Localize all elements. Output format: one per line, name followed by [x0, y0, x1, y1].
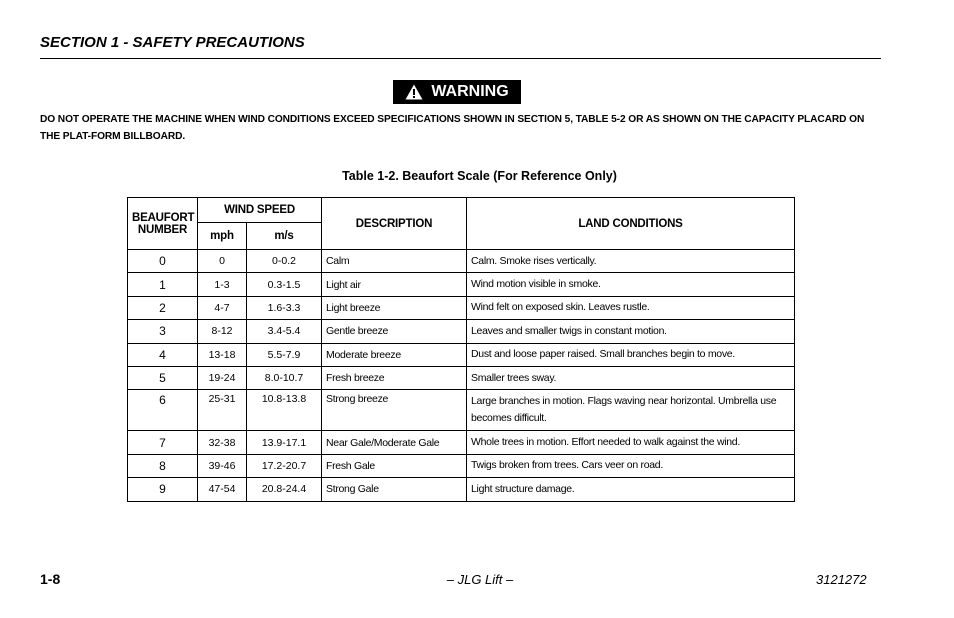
cell-description: Moderate breeze [322, 343, 467, 366]
cell-description: Fresh Gale [322, 454, 467, 477]
cell-ms: 1.6-3.3 [247, 296, 322, 319]
table-row [128, 454, 795, 477]
header-wind-speed: WIND SPEED [198, 198, 322, 223]
header-ms: m/s [247, 223, 322, 250]
page-number: 1-8 [40, 571, 61, 587]
table-row [128, 296, 795, 319]
cell-description: Strong Gale [322, 478, 467, 501]
warning-badge [393, 80, 521, 104]
cell-mph: 39-46 [198, 454, 247, 477]
cell-number: 8 [128, 454, 198, 477]
beaufort-table [127, 197, 795, 502]
table-row [128, 320, 795, 343]
header-rule [40, 58, 881, 59]
table-row [128, 343, 795, 366]
warning-triangle-icon [405, 84, 423, 100]
footer-publisher: – JLG Lift – [446, 572, 514, 587]
header-description: DESCRIPTION [322, 198, 467, 250]
cell-number: 4 [128, 343, 198, 366]
cell-land-conditions: Whole trees in motion. Effort needed to walk against the wind. [467, 431, 795, 454]
cell-number: 2 [128, 296, 198, 319]
cell-land-conditions: Large branches in motion. Flags waving near horizontal. Umbrella use becomes difficult. [467, 390, 795, 431]
table-row [128, 478, 795, 501]
cell-mph: 19-24 [198, 366, 247, 389]
header-beaufort-line2: NUMBER [137, 223, 188, 236]
cell-ms: 8.0-10.7 [247, 366, 322, 389]
cell-description: Fresh breeze [322, 366, 467, 389]
cell-land-conditions: Wind felt on exposed skin. Leaves rustle. [467, 296, 795, 319]
cell-land-conditions: Calm. Smoke rises vertically. [467, 250, 795, 273]
cell-number: 1 [128, 273, 198, 296]
cell-description: Near Gale/Moderate Gale [322, 431, 467, 454]
cell-ms: 3.4-5.4 [247, 320, 322, 343]
cell-description: Strong breeze [322, 390, 467, 431]
cell-mph: 32-38 [198, 431, 247, 454]
cell-mph: 13-18 [198, 343, 247, 366]
cell-ms: 13.9-17.1 [247, 431, 322, 454]
warning-text: DO NOT OPERATE THE MACHINE WHEN WIND CONDITIONS EXCEED SPECIFICATIONS SHOWN IN SECTION 5, TABLE 5-2 OR AS SHOWN ON THE CAPACITY PLACARD ON THE PLAT-FORM BILLBOARD. [40, 114, 865, 142]
section-title: SECTION 1 - SAFETY PRECAUTIONS [40, 34, 305, 51]
cell-ms: 10.8-13.8 [247, 390, 322, 431]
table-row [128, 390, 795, 431]
cell-description: Light air [322, 273, 467, 296]
warning-label: WARNING [431, 83, 509, 100]
cell-land-conditions: Leaves and smaller twigs in constant motion. [467, 320, 795, 343]
table-row [128, 431, 795, 454]
header-mph: mph [198, 223, 247, 250]
cell-ms: 0.3-1.5 [247, 273, 322, 296]
cell-land-conditions: Wind motion visible in smoke. [467, 273, 795, 296]
cell-number: 6 [128, 390, 198, 431]
cell-mph: 4-7 [198, 296, 247, 319]
table-row [128, 273, 795, 296]
table-row [128, 366, 795, 389]
cell-ms: 5.5-7.9 [247, 343, 322, 366]
cell-mph: 47-54 [198, 478, 247, 501]
table-caption: Table 1-2. Beaufort Scale (For Reference Only) [342, 169, 617, 183]
cell-land-conditions: Light structure damage. [467, 478, 795, 501]
header-beaufort-line1: BEAUFORT [132, 211, 195, 224]
cell-ms: 0-0.2 [247, 250, 322, 273]
cell-mph: 0 [198, 250, 247, 273]
cell-description: Gentle breeze [322, 320, 467, 343]
cell-ms: 17.2-20.7 [247, 454, 322, 477]
cell-land-conditions: Twigs broken from trees. Cars veer on road. [467, 454, 795, 477]
cell-number: 5 [128, 366, 198, 389]
cell-land-conditions: Smaller trees sway. [467, 366, 795, 389]
cell-land-conditions: Dust and loose paper raised. Small branches begin to move. [467, 343, 795, 366]
cell-number: 0 [128, 250, 198, 273]
cell-mph: 1-3 [198, 273, 247, 296]
header-land-conditions: LAND CONDITIONS [467, 198, 795, 250]
document-number: 3121272 [816, 572, 867, 587]
cell-mph: 8-12 [198, 320, 247, 343]
cell-ms: 20.8-24.4 [247, 478, 322, 501]
cell-mph: 25-31 [198, 390, 247, 431]
cell-description: Calm [322, 250, 467, 273]
cell-description: Light breeze [322, 296, 467, 319]
cell-number: 3 [128, 320, 198, 343]
cell-number: 9 [128, 478, 198, 501]
header-beaufort-number [128, 198, 198, 250]
table-row [128, 250, 795, 273]
cell-number: 7 [128, 431, 198, 454]
